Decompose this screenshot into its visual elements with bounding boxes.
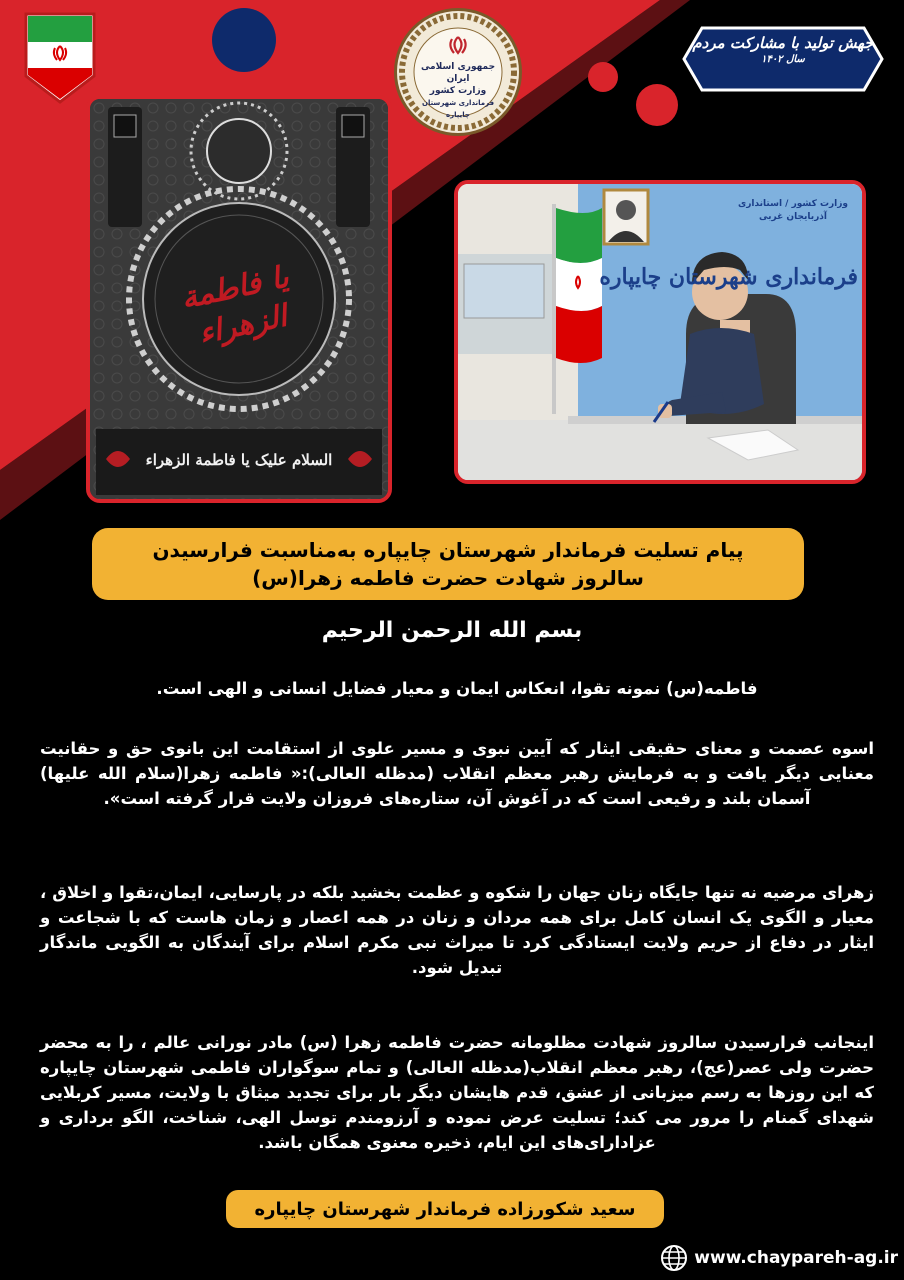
website-link[interactable]: [660, 1244, 898, 1272]
ministry-seal-logo: [394, 8, 522, 136]
decor-dot-red-large: [636, 84, 678, 126]
paragraph-4: اینجانب فرارسیدن سالروز شهادت مظلومانه حضرت فاطمه زهرا (س) مادر نورانی عالم ، را به محضر حضرت ولی عصر(عج)، رهبر معظم انقلاب(مدظله العالی) و تمام سوگواران فاطمی شهرستان چایپاره که این روزها به رسم میزبانی از عشق، قدم هایشان دیگر بار برای تجدید میثاق با ولایت، مسیر کربلایی شهدای گمنام را مرور می کند؛ تسلیت عرض نموده و آرزومندم توسل الهی، شناخت، الگو برداری و عزادارای‌های این ایام، ذخیره معنوی همگان باشد.: [40, 1033, 874, 1152]
poster-bottom-calligraphy: السلام علیک یا فاطمة الزهراء: [145, 451, 333, 469]
globe-icon: [660, 1244, 688, 1272]
office-wall-text-large: فرمانداری شهرستان چایپاره: [599, 264, 858, 290]
page-title: پیام تسلیت فرماندار شهرستان چایپاره به‌مناسبت فرارسیدن سالروز شهادت حضرت فاطمه زهرا(س): [152, 538, 744, 590]
decor-dot-red-small: [588, 62, 618, 92]
paragraph-2: اسوه عصمت و معنای حقیقی ایثار که آیین نبوی و مسیر علوی از استقامت این بانوی حق و حقانیت معنایی دیگر یافت و به فرمایش رهبر معظم انقلاب (مدظله العالی):« فاطمه زهرا(سلام الله علیها) آسمان بلند و رفیعی است که در آغوش آن، ستاره‌های فروزان ولایت قرار گرفته است».: [40, 739, 874, 808]
governor-office-photo: [454, 180, 866, 484]
paragraph-1: فاطمه(س) نمونه تقوا، انعکاس ایمان و معیار فضایل انسانی و الهی است.: [156, 679, 758, 698]
seal-line-2: وزارت کشور: [429, 86, 487, 96]
office-wall-text-small: وزارت کشور / استانداری آذربایجان غربی: [737, 199, 849, 222]
iran-flag-icon: [22, 10, 98, 106]
slogan-text: جهش تولید با مشارکت مردم: [692, 34, 874, 52]
paragraph-3: زهرای مرضیه نه تنها جایگاه زنان جهان را شکوه و عظمت بخشید بلکه در پارسایی، ایمان،تقوا و اخلاق ، معیار و الگوی یک انسان کامل برای همه مردان و زنان در همه اعصار و زمان هاست که با شجاعت و ایثار در دفاع از حریم ولایت ایستادگی کرد تا میراث نبی مکرم اسلام برای آیندگان به الگویی ماندگار تبدیل شود.: [40, 883, 874, 977]
memorial-poster: [86, 95, 392, 503]
website-url[interactable]: www.chaypareh-ag.ir: [694, 1248, 898, 1268]
title-banner: [92, 528, 804, 600]
slogan-badge: [680, 24, 886, 94]
decor-dot-navy: [212, 8, 276, 72]
poster-main-calligraphy: یا فاطمة الزهراء: [178, 259, 292, 352]
seal-line-1: جمهوری اسلامی ایران: [420, 62, 496, 84]
seal-line-3: فرمانداری شهرستان چایپاره: [421, 99, 495, 119]
signature: سعید شکورزاده فرماندار شهرستان چایپاره: [254, 1198, 636, 1220]
signature-banner: [226, 1190, 664, 1228]
slogan-year: سال ۱۴۰۲: [761, 54, 805, 65]
basmala-heading: بسم الله الرحمن الرحیم: [321, 618, 583, 643]
